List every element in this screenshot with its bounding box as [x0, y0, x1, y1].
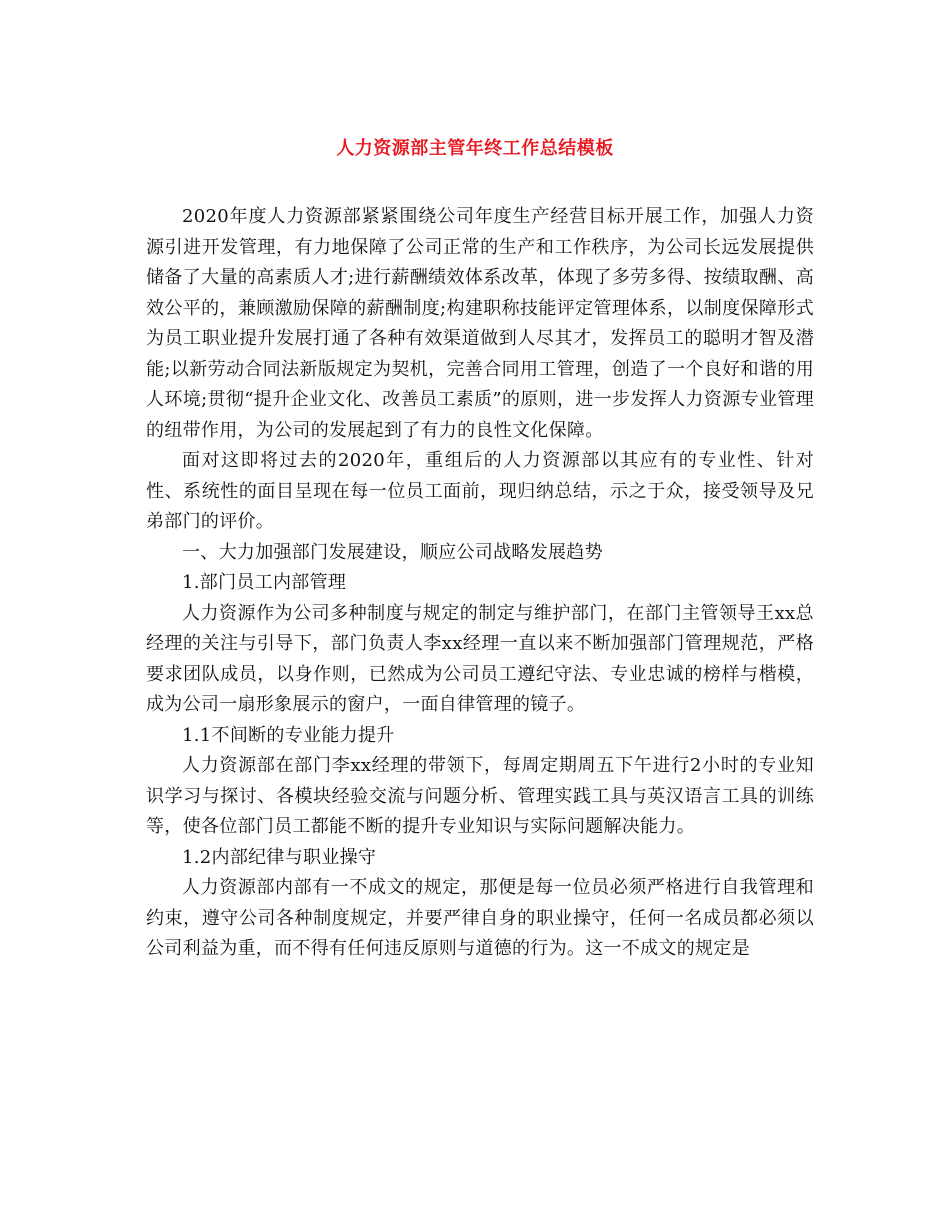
subsection-heading-1-1: 1.1不间断的专业能力提升 — [182, 724, 395, 746]
document-title: 人力资源部主管年终工作总结模板 — [336, 138, 614, 159]
subsection-paragraph-1-1: 人力资源部在部门李xx经理的带领下，每周定期周五下午进行2小时的专业知识学习与探讨、各模块经验交流与问题分析、管理实践工具与英汉语言工具的训练等，使各位部门员工都能不断的提升专业知识与实际问题解决能力。 — [146, 755, 814, 837]
section-heading-1: 一、大力加强部门发展建设，顺应公司战略发展趋势 — [182, 541, 603, 563]
subsection-heading-1: 1.部门员工内部管理 — [182, 572, 347, 593]
subsection-heading-1-2: 1.2内部纪律与职业操守 — [182, 846, 377, 868]
subsection-paragraph-1: 人力资源作为公司多种制度与规定的制定与维护部门，在部门主管领导王xx总经理的关注与引导下，部门负责人李xx经理一直以来不断加强部门管理规范，严格要求团队成员，以身作则，已然成为公司员工遵纪守法、专业忠诚的榜样与楷模，成为公司一扇形象展示的窗户，一面自律管理的镜子。 — [146, 602, 814, 715]
summary-paragraph: 面对这即将过去的2020年，重组后的人力资源部以其应有的专业性、针对性、系统性的面目呈现在每一位员工面前，现归纳总结，示之于众，接受领导及兄弟部门的评价。 — [146, 450, 814, 532]
subsection-paragraph-1-2: 人力资源部内部有一不成文的规定，那便是每一位员必须严格进行自我管理和约束，遵守公司各种制度规定，并要严律自身的职业操守，任何一名成员都必须以公司利益为重，而不得有任何违反原则与道德的行为。这一不成文的规定是 — [146, 877, 814, 959]
intro-paragraph: 2020年度人力资源部紧紧围绕公司年度生产经营目标开展工作，加强人力资源引进开发管理，有力地保障了公司正常的生产和工作秩序，为公司长远发展提供储备了大量的高素质人才;进行薪酬绩效体系改革，体现了多劳多得、按绩取酬、高效公平的，兼顾激励保障的薪酬制度;构建职称技能评定管理体系，以制度保障形式为员工职业提升发展打通了各种有效渠道做到人尽其才，发挥员工的聪明才智及潜能;以新劳动合同法新版规定为契机，完善合同用工管理，创造了一个良好和谐的用人环境;贯彻“提升企业文化、改善员工素质”的原则，进一步发挥人力资源专业管理的纽带作用，为公司的发展起到了有力的良性文化保障。 — [146, 206, 814, 441]
document-body — [146, 202, 814, 965]
